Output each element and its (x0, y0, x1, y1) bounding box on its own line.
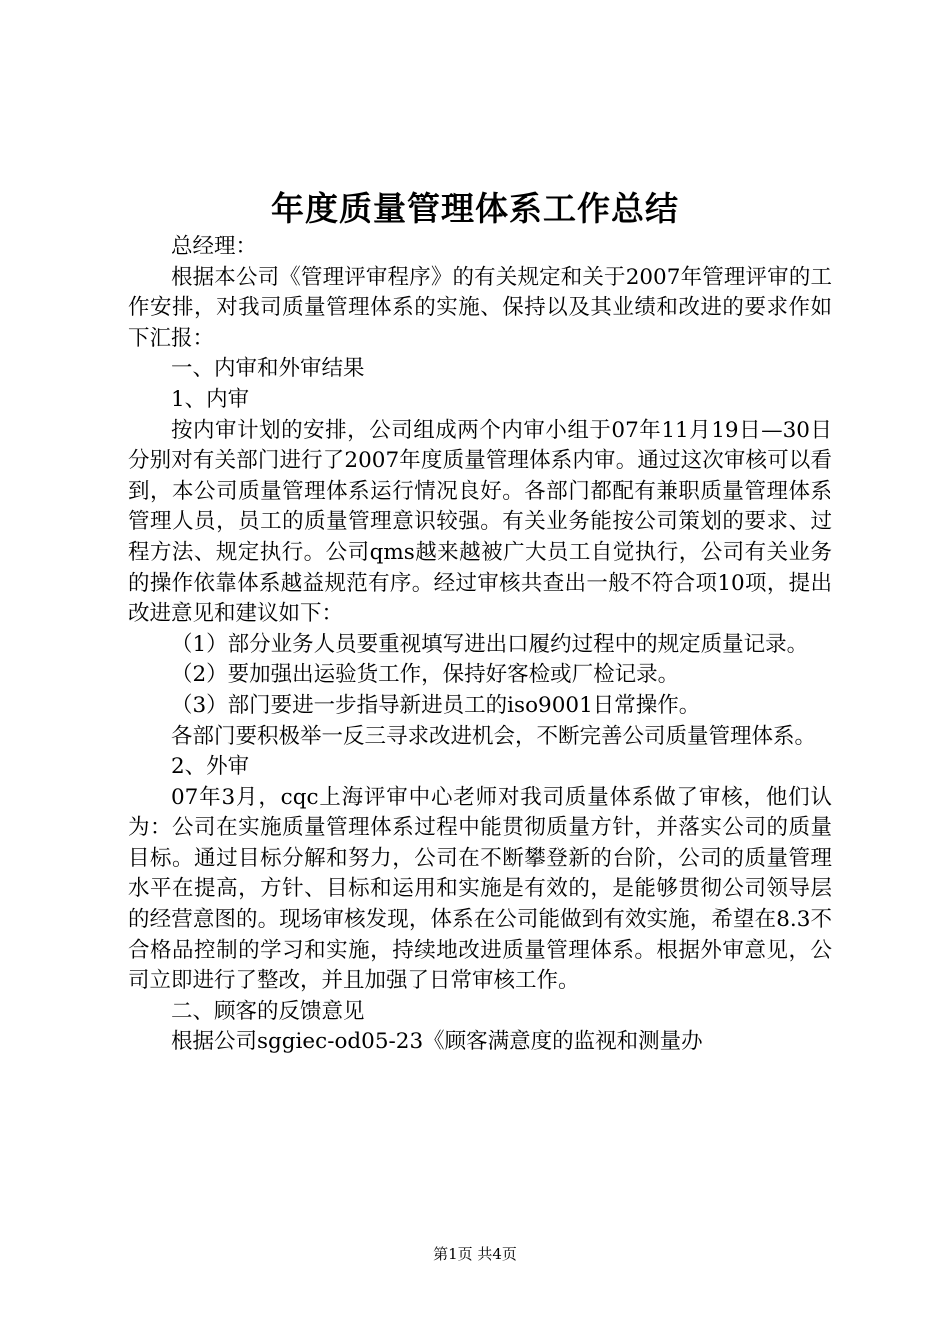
page-footer: 第1页 共4页 (433, 1245, 517, 1263)
subheading-external-audit: 2、外审 (171, 754, 250, 780)
document-body (128, 232, 832, 1058)
feedback-paragraph: 根据公司sggiec-od05-23《顾客满意度的监视和测量办 (171, 1029, 703, 1055)
improvement-paragraph: 各部门要积极举一反三寻求改进机会，不断完善公司质量管理体系。 (171, 723, 817, 749)
section-heading-feedback: 二、顾客的反馈意见 (171, 998, 365, 1024)
subheading-internal-audit: 1、内审 (171, 386, 250, 412)
document-title: 年度质量管理体系工作总结 (271, 189, 679, 228)
section-heading-audit: 一、内审和外审结果 (171, 356, 365, 382)
external-audit-paragraph: 07年3月，cqc上海评审中心老师对我司质量体系做了审核，他们认为：公司在实施质量管理体系过程中能贯彻质量方针，并落实公司的质量目标。通过目标分解和努力，公司在不断攀登新的台阶，公司的质量管理水平在提高，方针、目标和运用和实施是有效的，是能够贯彻公司领导层的经营意图的。现场审核发现，体系在公司能做到有效实施，希望在8.3不合格品控制的学习和实施，持续地改进质量管理体系。根据外审意见，公司立即进行了整改，并且加强了日常审核工作。 (128, 784, 832, 994)
suggestion-item-3: （3）部门要进一步指导新进员工的iso9001日常操作。 (171, 692, 701, 718)
salutation: 总经理： (171, 234, 258, 259)
suggestion-item-2: （2）要加强出运验货工作，保持好客检或厂检记录。 (171, 662, 680, 688)
internal-audit-paragraph: 按内审计划的安排，公司组成两个内审小组于07年11月19日—30日分别对有关部门进行了2007年度质量管理体系内审。通过这次审核可以看到，本公司质量管理体系运行情况良好。各部门都配有兼职质量管理体系管理人员，员工的质量管理意识较强。有关业务能按公司策划的要求、过程方法、规定执行。公司qms越来越被广大员工自觉执行，公司有关业务的操作依靠体系越益规范有序。经过审核共查出一般不符合项10项，提出改进意见和建议如下： (128, 417, 832, 627)
intro-paragraph: 根据本公司《管理评审程序》的有关规定和关于2007年管理评审的工作安排，对我司质量管理体系的实施、保持以及其业绩和改进的要求作如下汇报： (128, 264, 832, 351)
suggestion-item-1: （1）部分业务人员要重视填写进出口履约过程中的规定质量记录。 (171, 631, 809, 657)
